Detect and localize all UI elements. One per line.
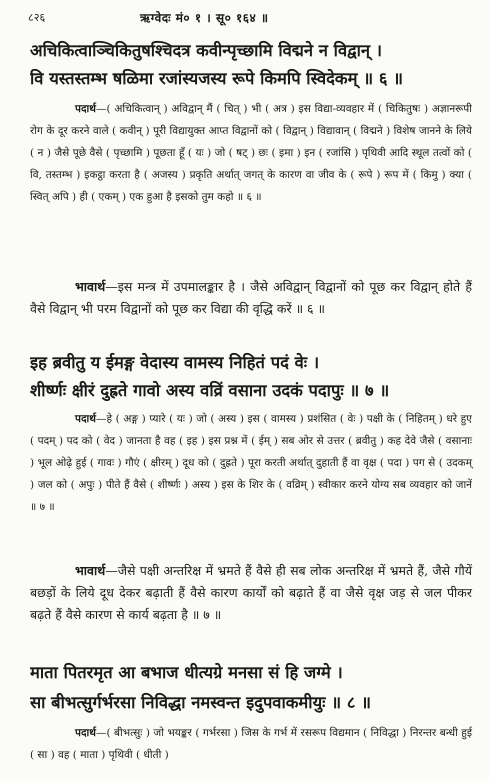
- bhavarth-7-text: —जैसे पक्षी अन्तरिक्ष में भ्रमते हैं वैसे ही सब लोक अन्तरिक्ष में भ्रमते हैं, जैसे गौयें बछड़ों के लिये दूध देकर बढ़ाती हैं वैसे कारण कार्यों को बढ़ाते हैं वा जैसे वृक्ष जड़ से जल पीकर बढ़ते हैं वैसे कारण से कार्य बढ़ता है ॥ ७ ॥: [30, 563, 472, 622]
- page-number: ८२६: [28, 11, 46, 24]
- mantra-6-line-1: अचिकित्वाञ्चिकितुषश्चिदत्र कवीन्पृच्छामि विद्मने न विद्वान् ।: [30, 41, 383, 60]
- padarth-7-text: —हे ( अङ्ग ) प्यारे ( यः ) जो ( अस्य ) इस ( वामस्य ) प्रशंसित ( वेः ) पक्षी के ( निहितम् ) धरे हुए ( पदम् ) पद को ( वेद ) जानता है वह ( इह ) इस प्रश्न में ( ईम् ) सब ओर से उत्तर ( ब्रवीतु ) कह देवे जैसे ( वसानाः ) भूल ओढ़े हुई ( गावः ) गौएं ( क्षीरम् ) दूध को ( दुह्रते ) पूरा करती अर्थात् दुहाती हैं वा वृक्ष ( पदा ) पग से ( उदकम् ) जल को ( अपुः ) पीते हैं वैसे ( शीर्ष्णः ) अस्य ) इस के शिर के ( वव्रिम् ) स्वीकार करने योग्य सब व्यवहार को जानें ॥ ७ ॥: [30, 413, 472, 513]
- mantra-8-line-2: सा बीभत्सुर्गर्भरसा निविद्धा नमस्वन्त इदुपवाकमीयुः ॥ ८ ॥: [30, 693, 372, 712]
- padarth-8-text: —( बीभत्सुः ) जो भयङ्कर ( गर्भरसा ) जिस के गर्भ में रसरूप विद्यमान ( निविद्धा ) निरन्तर बन्धी हुई ( सा ) वह ( माता ) पृथिवी ( धीती ): [30, 727, 472, 761]
- padarth-8: [30, 722, 472, 766]
- bhavarth-label: भावार्थ: [75, 563, 106, 578]
- padarth-6: [30, 98, 472, 208]
- padarth-label: पदार्थ: [75, 103, 96, 115]
- padarth-label: पदार्थ: [75, 413, 96, 425]
- padarth-7: [30, 408, 472, 518]
- bhavarth-6: [30, 276, 472, 320]
- running-title: ऋग्वेदः मं० १ । सू० १६४ ॥: [140, 11, 269, 25]
- bhavarth-6-text: —इस मन्त्र में उपमालङ्कार है । जैसे अविद्वान् विद्वानों को पूछ कर विद्वान् होते हैं वैसे विद्वान् भी परम विद्वानों को पूछ कर विद्या की वृद्धि करें ॥ ६ ॥: [30, 279, 472, 316]
- padarth-label: पदार्थ: [75, 727, 96, 739]
- mantra-6-line-2: वि यस्तस्तम्भ षळिमा रजांस्यजस्य रूपे किमपि स्विदेकम् ॥ ६ ॥: [30, 69, 404, 88]
- mantra-8-line-1: माता पितरमृत आ बभाज धीत्यग्रे मनसा सं हि जग्मे ।: [30, 663, 343, 682]
- bhavarth-7: [30, 560, 472, 626]
- padarth-6-text: —( अचिकित्वान् ) अविद्वान् मैं ( चित् ) भी ( अत्र ) इस विद्या-व्यवहार में ( चिकितुषः ) अज्ञानरूपी रोग के दूर करने वाले ( कवीन् ) पूरी विद्यायुक्त आप्त विद्वानों को ( विद्वान् ) विद्यावान् ( विद्मने ) विशेष जानने के लिये ( न ) जैसे पूछे वैसे ( पृच्छामि ) पूछता हूँ ( यः ) जो ( षट् ) छः ( इमा ) इन ( रजांसि ) पृथिवी आदि स्थूल तत्वों को ( वि, तस्तम्भ ) इकट्ठा करता है ( अजस्य ) प्रकृति अर्थात् जगत् के कारण वा जीव के ( रूपे ) रूप में ( किमु ) क्या ( स्वित् अपि ) ही ( एकम् ) एक हुआ है इसको तुम कहो ॥ ६ ॥: [30, 103, 472, 203]
- page-header: [0, 6, 489, 26]
- mantra-7-line-1: इह ब्रवीतु य ईमङ्ग वेदास्य वामस्य निहितं पदं वेः ।: [30, 353, 320, 372]
- bhavarth-label: भावार्थ: [75, 279, 106, 294]
- mantra-7-line-2: शीर्ष्णः क्षीरं दुह्रते गावो अस्य वव्रिं वसाना उदकं पदापुः ॥ ७ ॥: [30, 381, 390, 400]
